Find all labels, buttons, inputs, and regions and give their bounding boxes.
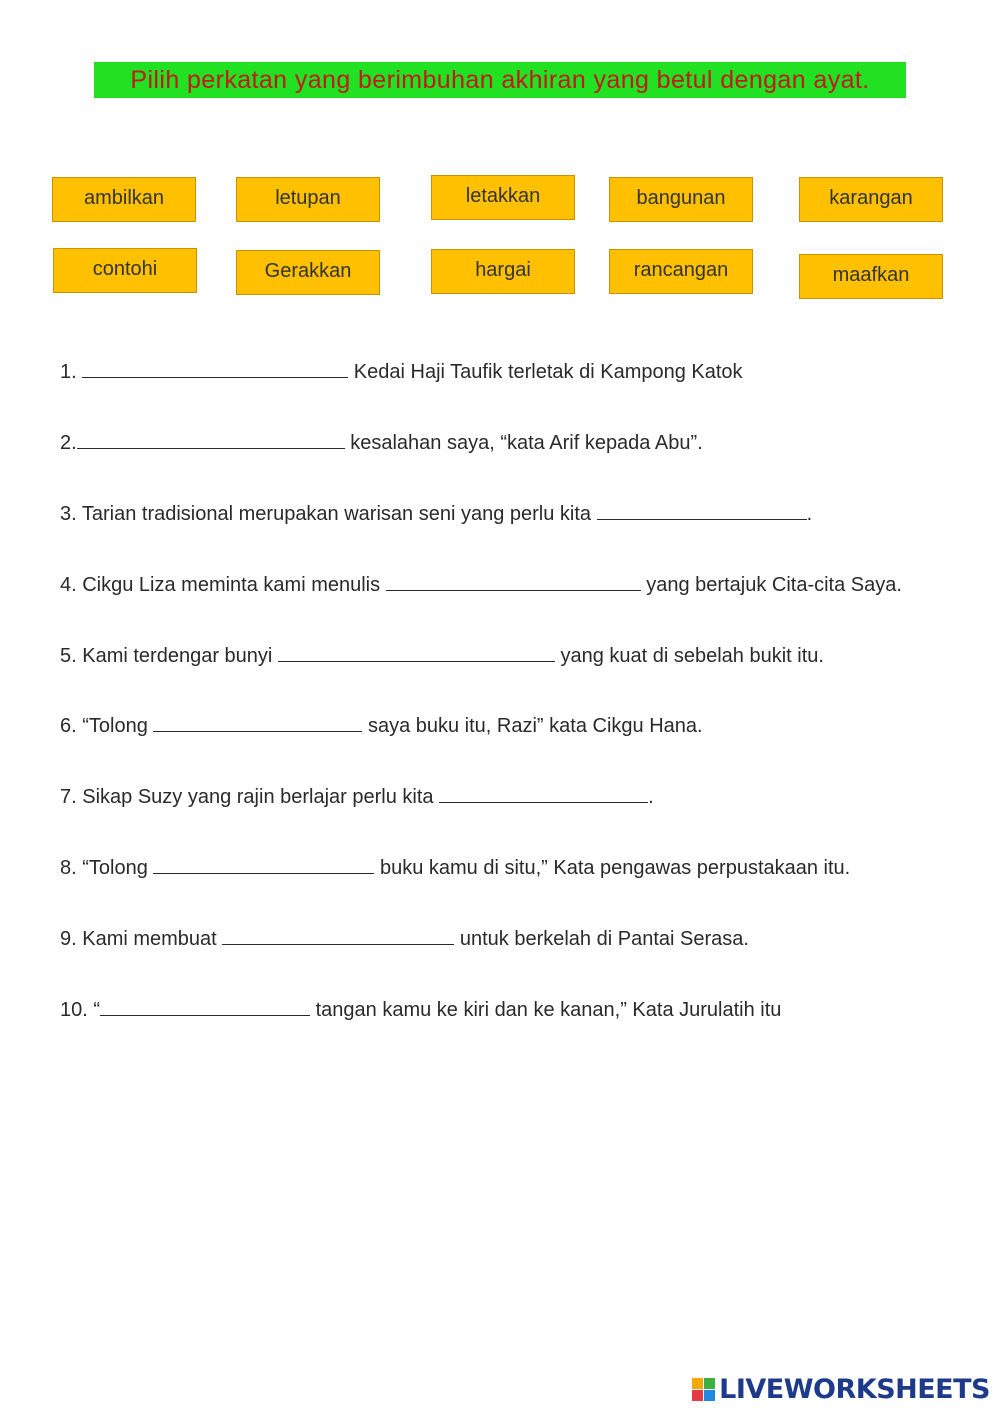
question-text: kesalahan saya, “kata Arif kepada Abu”.	[344, 432, 703, 454]
word-option-gerakkan[interactable]: Gerakkan	[236, 250, 380, 295]
question-text: 4. Cikgu Liza meminta kami menulis	[60, 574, 386, 596]
question-10	[60, 995, 781, 1023]
question-text: 10. “	[60, 999, 101, 1021]
question-text: yang bertajuk Cita-cita Saya.	[640, 574, 902, 596]
word-option-hargai[interactable]: hargai	[431, 249, 575, 294]
word-option-karangan[interactable]: karangan	[799, 177, 943, 222]
answer-blank[interactable]	[597, 499, 807, 520]
question-text: .	[806, 503, 813, 525]
question-text: untuk berkelah di Pantai Serasa.	[454, 928, 749, 950]
question-text: 5. Kami terdengar bunyi	[60, 645, 278, 667]
question-text: 8. “Tolong	[60, 857, 154, 879]
question-7	[60, 782, 654, 810]
answer-blank[interactable]	[100, 995, 310, 1016]
question-text: 9. Kami membuat	[60, 928, 223, 950]
word-option-rancangan[interactable]: rancangan	[609, 249, 753, 294]
question-text: buku kamu di situ,” Kata pengawas perpustakaan itu.	[374, 857, 851, 879]
question-text: 7. Sikap Suzy yang rajin berlajar perlu kita	[60, 786, 440, 808]
question-text: saya buku itu, Razi” kata Cikgu Hana.	[362, 715, 703, 737]
question-2	[60, 428, 703, 456]
liveworksheets-logo	[692, 1371, 990, 1407]
word-option-maafkan[interactable]: maafkan	[799, 254, 943, 299]
question-text: yang kuat di sebelah bukit itu.	[554, 645, 824, 667]
question-1	[60, 357, 743, 385]
word-option-bangunan[interactable]: bangunan	[609, 177, 753, 222]
word-option-letakkan[interactable]: letakkan	[431, 175, 575, 220]
question-9	[60, 924, 749, 952]
answer-blank[interactable]	[278, 641, 555, 662]
answer-blank[interactable]	[386, 570, 641, 591]
question-5	[60, 641, 824, 669]
question-text: 3. Tarian tradisional merupakan warisan seni yang perlu kita	[60, 503, 597, 525]
question-6	[60, 711, 703, 739]
question-text: 1.	[60, 361, 83, 383]
logo-text: LIVEWORKSHEETS	[719, 1373, 990, 1405]
word-option-ambilkan[interactable]: ambilkan	[52, 177, 196, 222]
question-text: Kedai Haji Taufik terletak di Kampong Katok	[348, 361, 743, 383]
question-3	[60, 499, 812, 527]
answer-blank[interactable]	[153, 711, 362, 732]
answer-blank[interactable]	[222, 924, 454, 945]
question-text: 2.	[60, 432, 77, 454]
question-8	[60, 853, 850, 881]
question-text: .	[648, 786, 654, 808]
question-4	[60, 570, 902, 598]
answer-blank[interactable]	[153, 853, 374, 874]
question-text: tangan kamu ke kiri dan ke kanan,” Kata Jurulatih itu	[310, 999, 782, 1021]
answer-blank[interactable]	[77, 428, 345, 449]
answer-blank[interactable]	[439, 782, 648, 803]
word-option-letupan[interactable]: letupan	[236, 177, 380, 222]
liveworksheets-logo-icon	[692, 1378, 715, 1401]
word-option-contohi[interactable]: contohi	[53, 248, 197, 293]
answer-blank[interactable]	[82, 357, 348, 378]
worksheet-title: Pilih perkatan yang berimbuhan akhiran yang betul dengan ayat.	[94, 62, 906, 98]
question-text: 6. “Tolong	[60, 715, 154, 737]
